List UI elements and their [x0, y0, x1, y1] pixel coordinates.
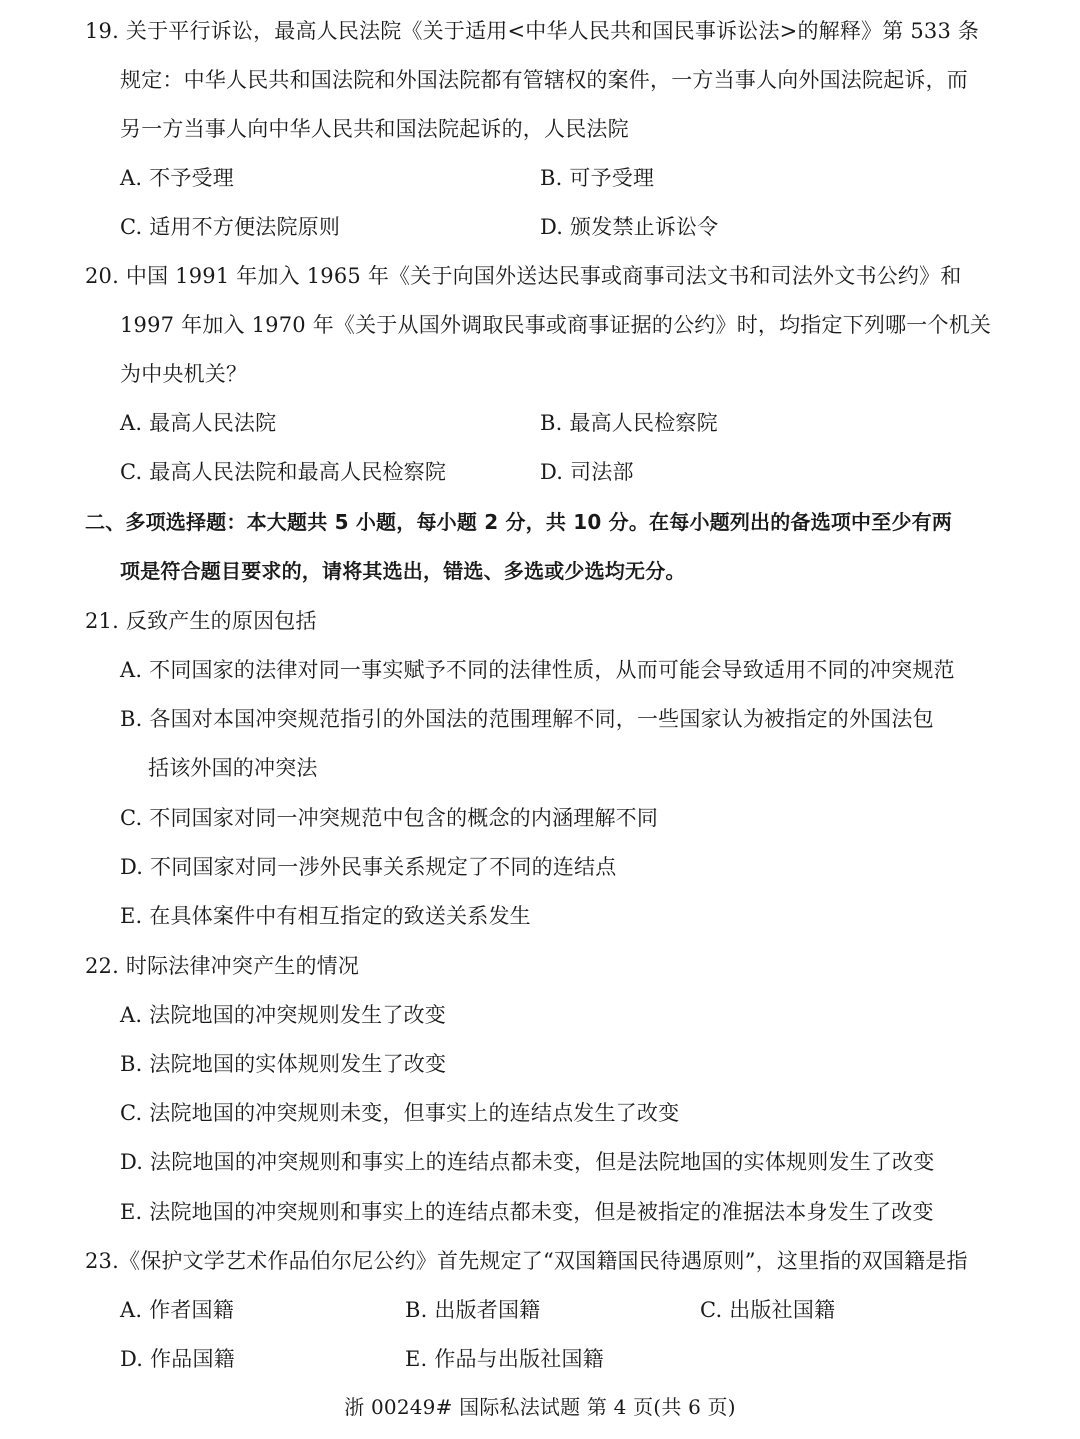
question-21-option-b: B. 各国对本国冲突规范指引的外国法的范围理解不同，一些国家认为被指定的外国法包 — [120, 707, 934, 731]
question-19-stem-line-1: 19. 关于平行诉讼，最高人民法院《关于适用<中华人民共和国民事诉讼法>的解释》第 533 条 — [85, 19, 980, 43]
question-23-option-b: B. 出版者国籍 — [405, 1298, 541, 1322]
question-20-option-b: B. 最高人民检察院 — [540, 411, 718, 435]
question-21-stem: 21. 反致产生的原因包括 — [85, 609, 317, 633]
question-19-option-a: A. 不予受理 — [120, 166, 234, 190]
question-23-option-a: A. 作者国籍 — [120, 1298, 234, 1322]
question-22-option-a: A. 法院地国的冲突规则发生了改变 — [120, 1003, 446, 1027]
question-21-option-d: D. 不同国家对同一涉外民事关系规定了不同的连结点 — [120, 855, 617, 879]
question-23-option-c: C. 出版社国籍 — [700, 1298, 836, 1322]
question-23-option-d: D. 作品国籍 — [120, 1347, 235, 1371]
question-19-option-c: C. 适用不方便法院原则 — [120, 215, 341, 239]
question-20-stem-line-2: 1997 年加入 1970 年《关于从国外调取民事或商事证据的公约》时，均指定下列哪一个机关 — [120, 313, 992, 337]
question-21-option-e: E. 在具体案件中有相互指定的致送关系发生 — [120, 904, 531, 928]
question-22-option-c: C. 法院地国的冲突规则未变，但事实上的连结点发生了改变 — [120, 1101, 680, 1125]
question-20-option-a: A. 最高人民法院 — [120, 411, 277, 435]
question-22-option-d: D. 法院地国的冲突规则和事实上的连结点都未变，但是法院地国的实体规则发生了改变 — [120, 1150, 935, 1174]
question-19-stem-line-2: 规定：中华人民共和国法院和外国法院都有管辖权的案件，一方当事人向外国法院起诉，而 — [120, 68, 968, 92]
question-22-stem: 22. 时际法律冲突产生的情况 — [85, 954, 360, 978]
question-21-option-c: C. 不同国家对同一冲突规范中包含的概念的内涵理解不同 — [120, 806, 659, 830]
question-20-stem-line-1: 20. 中国 1991 年加入 1965 年《关于向国外送达民事或商事司法文书和司法外文书公约》和 — [85, 264, 962, 288]
question-20-option-c: C. 最高人民法院和最高人民检察院 — [120, 460, 447, 484]
question-21-option-a: A. 不同国家的法律对同一事实赋予不同的法律性质，从而可能会导致适用不同的冲突规范 — [120, 658, 955, 682]
page-footer: 浙 00249# 国际私法试题 第 4 页(共 6 页) — [344, 1395, 736, 1419]
question-21-option-b-continuation: 括该外国的冲突法 — [148, 756, 318, 780]
section-2-instructions-line-1: 二、多项选择题：本大题共 5 小题，每小题 2 分，共 10 分。在每小题列出的备选项中至少有两 — [85, 510, 953, 534]
question-19-option-b: B. 可予受理 — [540, 166, 655, 190]
question-23-option-e: E. 作品与出版社国籍 — [405, 1347, 604, 1371]
section-2-instructions-line-2: 项是符合题目要求的，请将其选出，错选、多选或少选均无分。 — [120, 559, 686, 583]
question-19-stem-line-3: 另一方当事人向中华人民共和国法院起诉的，人民法院 — [120, 117, 629, 141]
question-22-option-e: E. 法院地国的冲突规则和事实上的连结点都未变，但是被指定的准据法本身发生了改变 — [120, 1200, 934, 1224]
question-20-stem-line-3: 为中央机关？ — [120, 362, 248, 386]
question-20-option-d: D. 司法部 — [540, 460, 634, 484]
question-23-stem: 23.《保护文学艺术作品伯尔尼公约》首先规定了“双国籍国民待遇原则”，这里指的双国籍是指 — [85, 1249, 968, 1273]
question-22-option-b: B. 法院地国的实体规则发生了改变 — [120, 1052, 447, 1076]
question-19-option-d: D. 颁发禁止诉讼令 — [540, 215, 719, 239]
